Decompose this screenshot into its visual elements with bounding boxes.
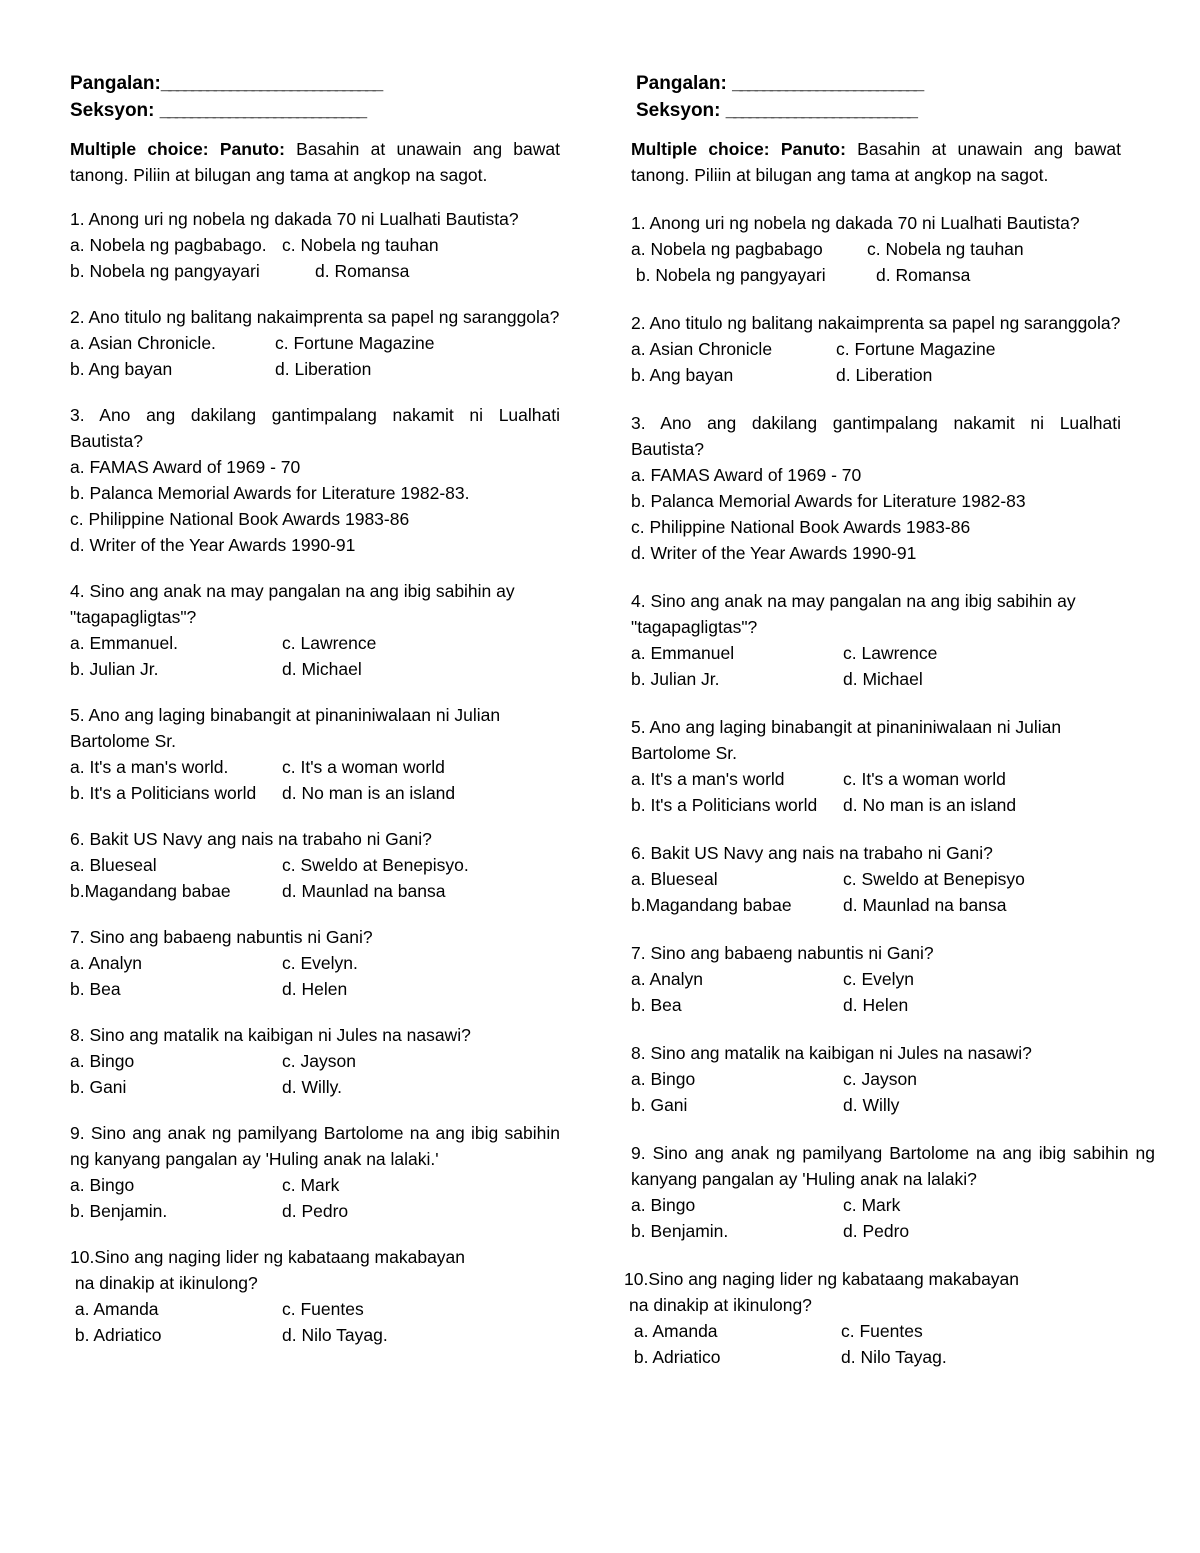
question-stem-continued: na dinakip at ikinulong? <box>70 1273 258 1293</box>
option-b: b. Ang bayan <box>631 365 734 385</box>
name-field <box>70 70 560 97</box>
question-stem: 10.Sino ang naging lider ng kabataang makabayan <box>624 1269 1020 1289</box>
option-b: b. Nobela ng pangyayari <box>631 265 826 285</box>
option-a: a. Blueseal <box>70 855 157 875</box>
option-b: b. Adriatico <box>70 1325 162 1345</box>
option-d: d. Romansa <box>876 265 971 285</box>
option-c: c. Mark <box>282 1175 340 1195</box>
option-c: c. Sweldo at Benepisyo <box>843 869 1025 889</box>
option-a: a. It's a man's world <box>631 769 785 789</box>
name-field <box>631 70 1121 97</box>
option-d: d. Pedro <box>282 1201 349 1221</box>
question-stem: 5. Ano ang laging binabangit at pinaniniwalaan ni Julian Bartolome Sr. <box>631 717 1062 763</box>
option-c: c. Lawrence <box>843 643 938 663</box>
left-quiz-column <box>70 70 560 1348</box>
instructions-text: Basahin at unawain ang bawat tanong. Piliin at bilugan ang tama at angkop na sagot. <box>70 139 560 185</box>
question-8 <box>631 1040 1121 1118</box>
option-a: a. Bingo <box>70 1051 135 1071</box>
option-d: d. No man is an island <box>843 795 1017 815</box>
section-field <box>631 97 1121 124</box>
option-d: d. Writer of the Year Awards 1990-91 <box>631 543 917 563</box>
question-stem: 3. Ano ang dakilang gantimpalang nakamit ni Lualhati Bautista? <box>70 405 560 451</box>
question-6 <box>70 826 560 904</box>
question-10 <box>70 1244 560 1348</box>
question-stem: 7. Sino ang babaeng nabuntis ni Gani? <box>631 943 934 963</box>
option-b: b. Bea <box>631 995 682 1015</box>
instructions-title: Multiple choice: Panuto: <box>70 139 285 159</box>
option-c: c. Jayson <box>282 1051 356 1071</box>
option-b: b. Gani <box>70 1077 127 1097</box>
question-3 <box>631 410 1121 566</box>
name-label: Pangalan: <box>70 73 161 94</box>
option-a: a. Amanda <box>70 1299 159 1319</box>
option-c: c. Nobela ng tauhan <box>282 235 439 255</box>
question-stem: 4. Sino ang anak na may pangalan na ang ibig sabihin ay "tagapagligtas"? <box>631 591 1076 637</box>
option-d: d. Liberation <box>836 365 933 385</box>
option-b: b. Benjamin. <box>631 1221 729 1241</box>
question-5 <box>70 702 560 806</box>
option-c: c. Fuentes <box>282 1299 364 1319</box>
option-c: c. Philippine National Book Awards 1983-86 <box>70 509 410 529</box>
question-stem: 9. Sino ang anak ng pamilyang Bartolome na ang ibig sabihin ng kanyang pangalan ay 'Huling anak na lalaki.' <box>70 1123 560 1169</box>
question-stem: 1. Anong uri ng nobela ng dakada 70 ni Lualhati Bautista? <box>631 213 1080 233</box>
option-b: b. It's a Politicians world <box>631 795 818 815</box>
option-d: d. Helen <box>843 995 909 1015</box>
question-stem: 1. Anong uri ng nobela ng dakada 70 ni Lualhati Bautista? <box>70 209 519 229</box>
option-d: d. No man is an island <box>282 783 456 803</box>
option-b: b. Nobela ng pangyayari <box>70 261 260 281</box>
option-c: c. It's a woman world <box>843 769 1006 789</box>
question-8 <box>70 1022 560 1100</box>
section-line: ___________________________ <box>159 100 365 121</box>
option-a: a. Emmanuel <box>631 643 735 663</box>
question-2 <box>70 304 560 382</box>
option-b: b. Gani <box>631 1095 688 1115</box>
question-4 <box>631 588 1121 692</box>
question-4 <box>70 578 560 682</box>
option-d: d. Michael <box>282 659 362 679</box>
option-b: b. Palanca Memorial Awards for Literature 1982-83 <box>631 491 1026 511</box>
option-d: d. Nilo Tayag. <box>841 1347 947 1367</box>
instructions-text: Basahin at unawain ang bawat tanong. Piliin at bilugan ang tama at angkop na sagot. <box>631 139 1121 185</box>
option-d: d. Maunlad na bansa <box>843 895 1007 915</box>
question-9 <box>631 1140 1155 1244</box>
option-c: c. Philippine National Book Awards 1983-86 <box>631 517 971 537</box>
name-label: Pangalan: <box>636 73 733 94</box>
instructions-title: Multiple choice: Panuto: <box>631 139 846 159</box>
option-d: d. Helen <box>282 979 348 999</box>
option-c: c. Evelyn <box>843 969 914 989</box>
question-6 <box>631 840 1121 918</box>
question-7 <box>631 940 1121 1018</box>
option-a: a. Blueseal <box>631 869 718 889</box>
option-b: b.Magandang babae <box>70 881 231 901</box>
option-c: c. Jayson <box>843 1069 917 1089</box>
option-a: a. Bingo <box>631 1069 696 1089</box>
question-stem-continued: na dinakip at ikinulong? <box>629 1295 812 1315</box>
name-line: _____________________________ <box>160 73 381 94</box>
question-stem: 9. Sino ang anak ng pamilyang Bartolome na ang ibig sabihin ng kanyang pangalan ay 'Huling anak na lalaki? <box>631 1143 1155 1189</box>
option-d: d. Liberation <box>275 359 372 379</box>
question-stem: 5. Ano ang laging binabangit at pinaniniwalaan ni Julian Bartolome Sr. <box>70 705 501 751</box>
option-c: c. It's a woman world <box>282 757 445 777</box>
option-a: a. Amanda <box>629 1321 718 1341</box>
question-stem: 2. Ano titulo ng balitang nakaimprenta sa papel ng saranggola? <box>70 307 560 327</box>
option-d: d. Michael <box>843 669 923 689</box>
section-label: Seksyon: <box>70 100 160 121</box>
question-10 <box>624 1266 1121 1370</box>
option-a: a. Asian Chronicle <box>631 339 773 359</box>
question-7 <box>70 924 560 1002</box>
instructions <box>631 136 1121 188</box>
option-d: d. Pedro <box>843 1221 910 1241</box>
option-b: b. Bea <box>70 979 121 999</box>
question-stem: 7. Sino ang babaeng nabuntis ni Gani? <box>70 927 373 947</box>
section-line: _________________________ <box>725 100 915 121</box>
option-d: d. Maunlad na bansa <box>282 881 446 901</box>
question-stem: 3. Ano ang dakilang gantimpalang nakamit ni Lualhati Bautista? <box>631 413 1121 459</box>
option-b: b. Julian Jr. <box>631 669 720 689</box>
question-3 <box>70 402 560 558</box>
instructions <box>70 136 560 188</box>
question-5 <box>631 714 1121 818</box>
option-a: a. Nobela ng pagbabago. <box>70 235 267 255</box>
right-quiz-column <box>624 70 1155 1370</box>
option-b: b. Palanca Memorial Awards for Literature 1982-83. <box>70 483 470 503</box>
option-d: d. Writer of the Year Awards 1990-91 <box>70 535 356 555</box>
option-b: b. Benjamin. <box>70 1201 168 1221</box>
question-1 <box>631 210 1121 288</box>
option-c: c. Mark <box>843 1195 901 1215</box>
option-b: b. Ang bayan <box>70 359 173 379</box>
question-stem: 8. Sino ang matalik na kaibigan ni Jules na nasawi? <box>631 1043 1032 1063</box>
option-a: a. Emmanuel. <box>70 633 178 653</box>
option-a: a. FAMAS Award of 1969 - 70 <box>631 465 862 485</box>
question-1 <box>70 206 560 284</box>
option-d: d. Nilo Tayag. <box>282 1325 388 1345</box>
option-c: c. Fuentes <box>841 1321 923 1341</box>
option-b: b.Magandang babae <box>631 895 792 915</box>
option-a: a. It's a man's world. <box>70 757 229 777</box>
option-a: a. Analyn <box>631 969 703 989</box>
option-c: c. Nobela ng tauhan <box>867 239 1024 259</box>
section-label: Seksyon: <box>636 100 726 121</box>
option-b: b. It's a Politicians world <box>70 783 257 803</box>
question-9 <box>70 1120 560 1224</box>
option-a: a. Asian Chronicle. <box>70 333 216 353</box>
option-d: d. Willy. <box>282 1077 342 1097</box>
question-stem: 4. Sino ang anak na may pangalan na ang ibig sabihin ay "tagapagligtas"? <box>70 581 515 627</box>
option-d: d. Romansa <box>315 261 410 281</box>
option-a: a. Bingo <box>631 1195 696 1215</box>
option-b: b. Julian Jr. <box>70 659 159 679</box>
name-line: _________________________ <box>732 73 922 94</box>
option-c: c. Fortune Magazine <box>836 339 996 359</box>
question-stem: 2. Ano titulo ng balitang nakaimprenta sa papel ng saranggola? <box>631 313 1121 333</box>
option-c: c. Evelyn. <box>282 953 358 973</box>
question-stem: 10.Sino ang naging lider ng kabataang makabayan <box>70 1247 466 1267</box>
option-c: c. Lawrence <box>282 633 377 653</box>
question-stem: 6. Bakit US Navy ang nais na trabaho ni Gani? <box>70 829 432 849</box>
option-a: a. Bingo <box>70 1175 135 1195</box>
option-a: a. Nobela ng pagbabago <box>631 239 823 259</box>
section-field <box>70 97 560 124</box>
option-b: b. Adriatico <box>629 1347 721 1367</box>
question-2 <box>631 310 1121 388</box>
option-a: a. Analyn <box>70 953 142 973</box>
question-stem: 8. Sino ang matalik na kaibigan ni Jules na nasawi? <box>70 1025 471 1045</box>
question-stem: 6. Bakit US Navy ang nais na trabaho ni Gani? <box>631 843 993 863</box>
option-c: c. Sweldo at Benepisyo. <box>282 855 469 875</box>
option-d: d. Willy <box>843 1095 900 1115</box>
option-c: c. Fortune Magazine <box>275 333 435 353</box>
option-a: a. FAMAS Award of 1969 - 70 <box>70 457 301 477</box>
